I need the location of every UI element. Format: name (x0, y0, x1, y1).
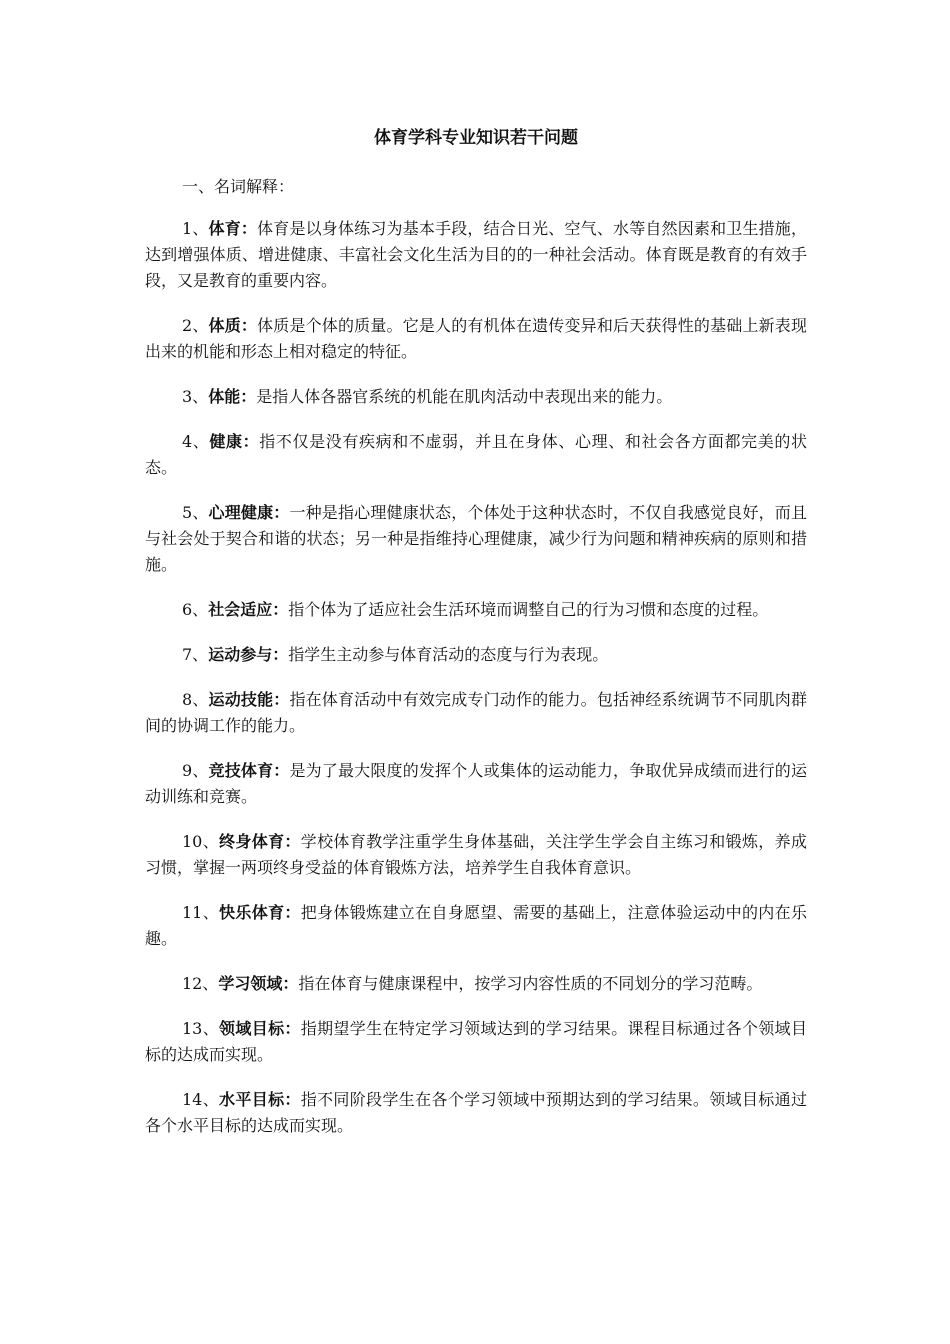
term-number: 1、 (182, 219, 209, 238)
term-number: 2、 (182, 316, 209, 335)
term-item (145, 384, 807, 410)
term-name: 体育： (208, 219, 258, 238)
term-number: 3、 (182, 387, 209, 406)
document-page (145, 124, 807, 1158)
term-item (145, 687, 807, 739)
term-name: 体能： (208, 387, 257, 406)
term-item (145, 1087, 807, 1139)
term-definition: 指不同阶段学生在各个学习领域中预期达到的学习结果。领域目标通过各个水平目标的达成而实现。 (145, 1090, 807, 1135)
term-definition: 指期望学生在特定学习领域达到的学习结果。课程目标通过各个领域目标的达成而实现。 (145, 1019, 807, 1064)
term-definition: 学校体育教学注重学生身体基础，关注学生学会自主练习和锻炼，养成习惯，掌握一两项终身受益的体育锻炼方法，培养学生自我体育意识。 (145, 832, 807, 877)
term-name: 健康： (209, 432, 260, 451)
term-name: 社会适应： (208, 600, 289, 619)
term-name: 运动参与： (208, 645, 289, 664)
term-name: 运动技能： (208, 690, 290, 709)
term-number: 9、 (182, 761, 209, 780)
term-name: 水平目标： (219, 1090, 301, 1109)
term-number: 7、 (182, 645, 209, 664)
term-item (145, 900, 807, 952)
term-number: 12、 (182, 974, 219, 993)
term-definition: 体育是以身体练习为基本手段，结合日光、空气、水等自然因素和卫生措施，达到增强体质、增进健康、丰富社会文化生活为目的的一种社会活动。体育既是教育的有效手段，又是教育的重要内容。 (145, 219, 807, 290)
term-definition: 体质是个体的质量。它是人的有机体在遗传变异和后天获得性的基础上新表现出来的机能和形态上相对稳定的特征。 (145, 316, 807, 361)
term-definition: 指在体育与健康课程中，按学习内容性质的不同划分的学习范畴。 (298, 974, 763, 993)
term-item (145, 642, 807, 668)
term-number: 13、 (182, 1019, 220, 1038)
term-item (145, 829, 807, 881)
term-name: 体质： (208, 316, 258, 335)
term-definition: 是指人体各器官系统的机能在肌肉活动中表现出来的能力。 (256, 387, 673, 406)
term-name: 竞技体育： (208, 761, 290, 780)
term-item (145, 216, 807, 294)
term-number: 4、 (182, 432, 210, 451)
term-number: 6、 (182, 600, 209, 619)
document-title: 体育学科专业知识若干问题 (374, 128, 578, 148)
term-item (145, 758, 807, 810)
term-definition: 是为了最大限度的发挥个人或集体的运动能力，争取优异成绩而进行的运动训练和竞赛。 (145, 761, 807, 806)
term-definition: 指个体为了适应社会生活环境而调整自己的行为习惯和态度的过程。 (288, 600, 769, 619)
term-number: 10、 (182, 832, 220, 851)
term-definition: 一种是指心理健康状态，个体处于这种状态时，不仅自我感觉良好，而且与社会处于契合和谐的状态；另一种是指维持心理健康，减少行为问题和精神疾病的原则和措施。 (145, 503, 807, 574)
term-definition: 指学生主动参与体育活动的态度与行为表现。 (288, 645, 609, 664)
term-item (145, 597, 807, 623)
term-item (145, 313, 807, 365)
term-name: 学习领域： (218, 974, 299, 993)
section-heading: 一、名词解释： (182, 177, 295, 196)
term-name: 快乐体育： (219, 903, 301, 922)
term-number: 5、 (182, 503, 209, 522)
term-number: 8、 (182, 690, 209, 709)
term-definition: 把身体锻炼建立在自身愿望、需要的基础上，注意体验运动中的内在乐趣。 (145, 903, 807, 948)
term-definition: 指在体育活动中有效完成专门动作的能力。包括神经系统调节不同肌肉群间的协调工作的能力。 (145, 690, 807, 735)
term-number: 11、 (182, 903, 220, 922)
term-name: 终身体育： (219, 832, 301, 851)
term-item (145, 1016, 807, 1068)
term-item (145, 429, 807, 481)
term-number: 14、 (182, 1090, 220, 1109)
term-name: 领域目标： (219, 1019, 301, 1038)
term-item (145, 500, 807, 578)
term-definition: 指不仅是没有疾病和不虚弱，并且在身体、心理、和社会各方面都完美的状态。 (145, 432, 807, 477)
term-item (145, 971, 807, 997)
term-name: 心理健康： (208, 503, 290, 522)
